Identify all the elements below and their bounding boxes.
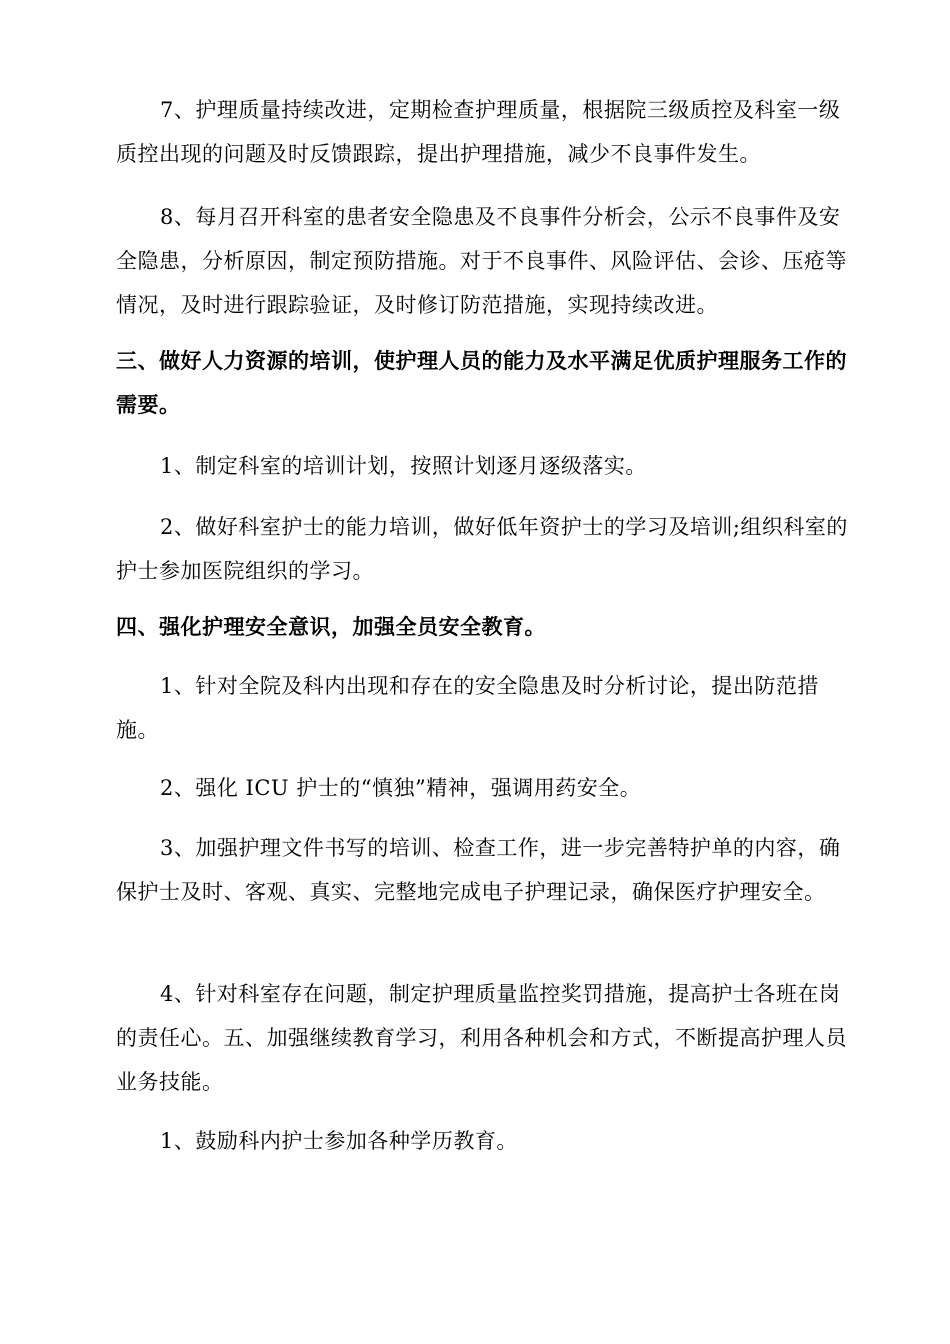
paragraph-quality-monitoring: 4、针对科室存在问题，制定护理质量监控奖罚措施，提高护士各班在岗的责任心。五、加强继续教育学习，利用各种机会和方式，不断提高护理人员业务技能。 bbox=[116, 982, 847, 1094]
paragraph-icu-discipline: 2、强化 ICU 护士的“慎独”精神，强调用药安全。 bbox=[160, 776, 642, 800]
paragraph-safety-meeting: 8、每月召开科室的患者安全隐患及不良事件分析会，公示不良事件及安全隐患，分析原因，制定预防措施。对于不良事件、风险评估、会诊、压疮等情况，及时进行跟踪验证，及时修订防范措施，实现持续改进。 bbox=[116, 205, 847, 317]
section-heading-safety: 四、强化护理安全意识，加强全员安全教育。 bbox=[116, 615, 546, 639]
paragraph-education: 1、鼓励科内护士参加各种学历教育。 bbox=[160, 1129, 518, 1153]
paragraph-hazard-analysis: 1、针对全院及科内出现和存在的安全隐患及时分析讨论，提出防范措施。 bbox=[116, 674, 819, 742]
paragraph-documentation: 3、加强护理文件书写的培训、检查工作，进一步完善特护单的内容，确保护士及时、客观、真实、完整地完成电子护理记录，确保医疗护理安全。 bbox=[116, 836, 841, 904]
paragraph-training-plan: 1、制定科室的培训计划，按照计划逐月逐级落实。 bbox=[160, 454, 647, 478]
paragraph-quality-improvement: 7、护理质量持续改进，定期检查护理质量，根据院三级质控及科室一级质控出现的问题及时反馈跟踪，提出护理措施，减少不良事件发生。 bbox=[116, 98, 841, 166]
section-heading-training: 三、做好人力资源的培训，使护理人员的能力及水平满足优质护理服务工作的需要。 bbox=[116, 349, 847, 417]
paragraph-nurse-training: 2、做好科室护士的能力培训，做好低年资护士的学习及培训;组织科室的护士参加医院组织的学习。 bbox=[116, 515, 848, 583]
